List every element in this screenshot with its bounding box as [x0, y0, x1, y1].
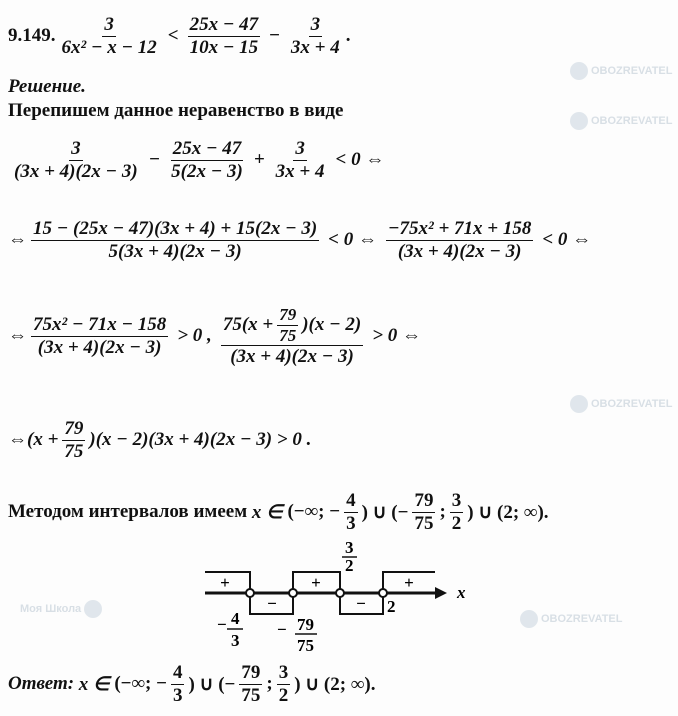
sign-label: + [220, 573, 230, 592]
critical-point [246, 589, 254, 597]
expression-part: (−∞; − [287, 501, 341, 523]
fraction: 25x − 47 10x − 15 [189, 14, 259, 58]
critical-point [336, 589, 344, 597]
fraction: 3 6x² − x − 12 [61, 14, 157, 58]
fraction: 3 2 [278, 662, 289, 706]
fraction: $\frac{79}{75}$ [414, 490, 434, 534]
operator: < [167, 25, 179, 47]
relation: > 0 , [177, 325, 212, 347]
expression-part: ⇔(x + [8, 429, 59, 451]
point-label: 75 [297, 636, 314, 655]
rewrite-text: Перепишем данное неравенство в виде [8, 100, 344, 121]
operator: − [148, 149, 161, 171]
critical-point [289, 589, 297, 597]
critical-point [379, 589, 387, 597]
fraction: $\frac{25x - 47}{5(2x - 3)}$ [171, 138, 243, 182]
expression-part: x ∈ [251, 501, 283, 523]
expression-part: ) ∪ (− [188, 673, 236, 695]
fraction: 3 (3x + 4)(2x − 3) [14, 138, 138, 182]
solution-label: Решение. [8, 76, 86, 97]
relation: < 0 ⇔ [335, 149, 385, 171]
fraction: $\frac{3}{3x + 4}$ [290, 14, 340, 58]
operator: − [269, 25, 280, 47]
operator: + [253, 149, 265, 171]
fraction: −75x² + 71x + 158 (3x + 4)(2x − 3) [387, 218, 532, 262]
relation: ⇔ [8, 229, 27, 251]
fraction: 3 2 [451, 490, 462, 534]
fraction: 75(x + $\frac{79}{75}$ )(x − 2) (3x + 4)(2x − 3) [222, 305, 362, 368]
expression-part: ; [439, 501, 446, 523]
step-3 [8, 305, 426, 368]
expression-part: ; [266, 673, 273, 695]
answer-label: Ответ: [8, 673, 75, 695]
axis-label: x [457, 583, 466, 602]
point-label: 2 [345, 556, 354, 575]
expression-part: x ∈ [78, 673, 110, 695]
expression-part: )(x − 2)(3x + 4)(2x − 3) > 0 . [89, 429, 312, 451]
watermark: OBOZREVATEL [570, 395, 672, 413]
step-2 [8, 218, 596, 263]
watermark: OBOZREVATEL [520, 610, 622, 628]
expression-part: ) ∪ (2; ∞). [294, 673, 376, 695]
point-label: − [217, 615, 227, 634]
relation: < 0 ⇔ [328, 229, 377, 251]
relation: > 0 ⇔ [372, 325, 422, 347]
relation: < 0 ⇔ [542, 229, 592, 251]
expression-part: ) ∪ (2; ∞). [467, 501, 549, 523]
interval-text: Методом интервалов имеем [8, 501, 248, 523]
watermark: OBOZREVATEL [570, 62, 672, 80]
step-1 [8, 138, 389, 183]
sign-label: + [311, 573, 321, 592]
relation: ⇔ [8, 325, 27, 347]
interval-result [8, 490, 549, 535]
axis-arrow-icon [435, 587, 447, 599]
fraction: $\frac{3}{3x + 4}$ [275, 138, 325, 182]
point-label: 79 [297, 615, 314, 634]
expression-part: (−∞; − [114, 673, 167, 695]
point-label: − [277, 620, 287, 639]
fraction: 15 − (25x − 47)(3x + 4) + 15(2x − 3) 5(3x + 4)(2x − 3) [33, 218, 318, 262]
operator: . [345, 25, 351, 47]
fraction: $\frac{4}{3}$ [346, 490, 356, 534]
point-label: 3 [231, 631, 240, 650]
problem-number: 9.149. [8, 25, 56, 47]
point-label: 3 [345, 538, 354, 557]
point-label: 4 [231, 609, 240, 628]
fraction: 75x² − 71x − 158 (3x + 4)(2x − 3) [33, 314, 167, 358]
expression-part: ) ∪ (− [361, 501, 409, 523]
problem-statement [8, 14, 350, 59]
sign-chart [195, 538, 485, 655]
fraction: $\frac{79}{75}$ [64, 418, 84, 462]
sign-label: − [356, 594, 366, 613]
step-4 [8, 418, 311, 463]
fraction: $\frac{4}{3}$ [172, 662, 183, 706]
sign-label: + [404, 573, 414, 592]
watermark: Моя Школа [20, 600, 105, 618]
sign-label: − [267, 594, 277, 613]
fraction: $\frac{79}{75}$ [241, 662, 261, 706]
point-label: 2 [387, 597, 396, 616]
watermark: OBOZREVATEL [570, 112, 672, 130]
answer [8, 662, 375, 707]
